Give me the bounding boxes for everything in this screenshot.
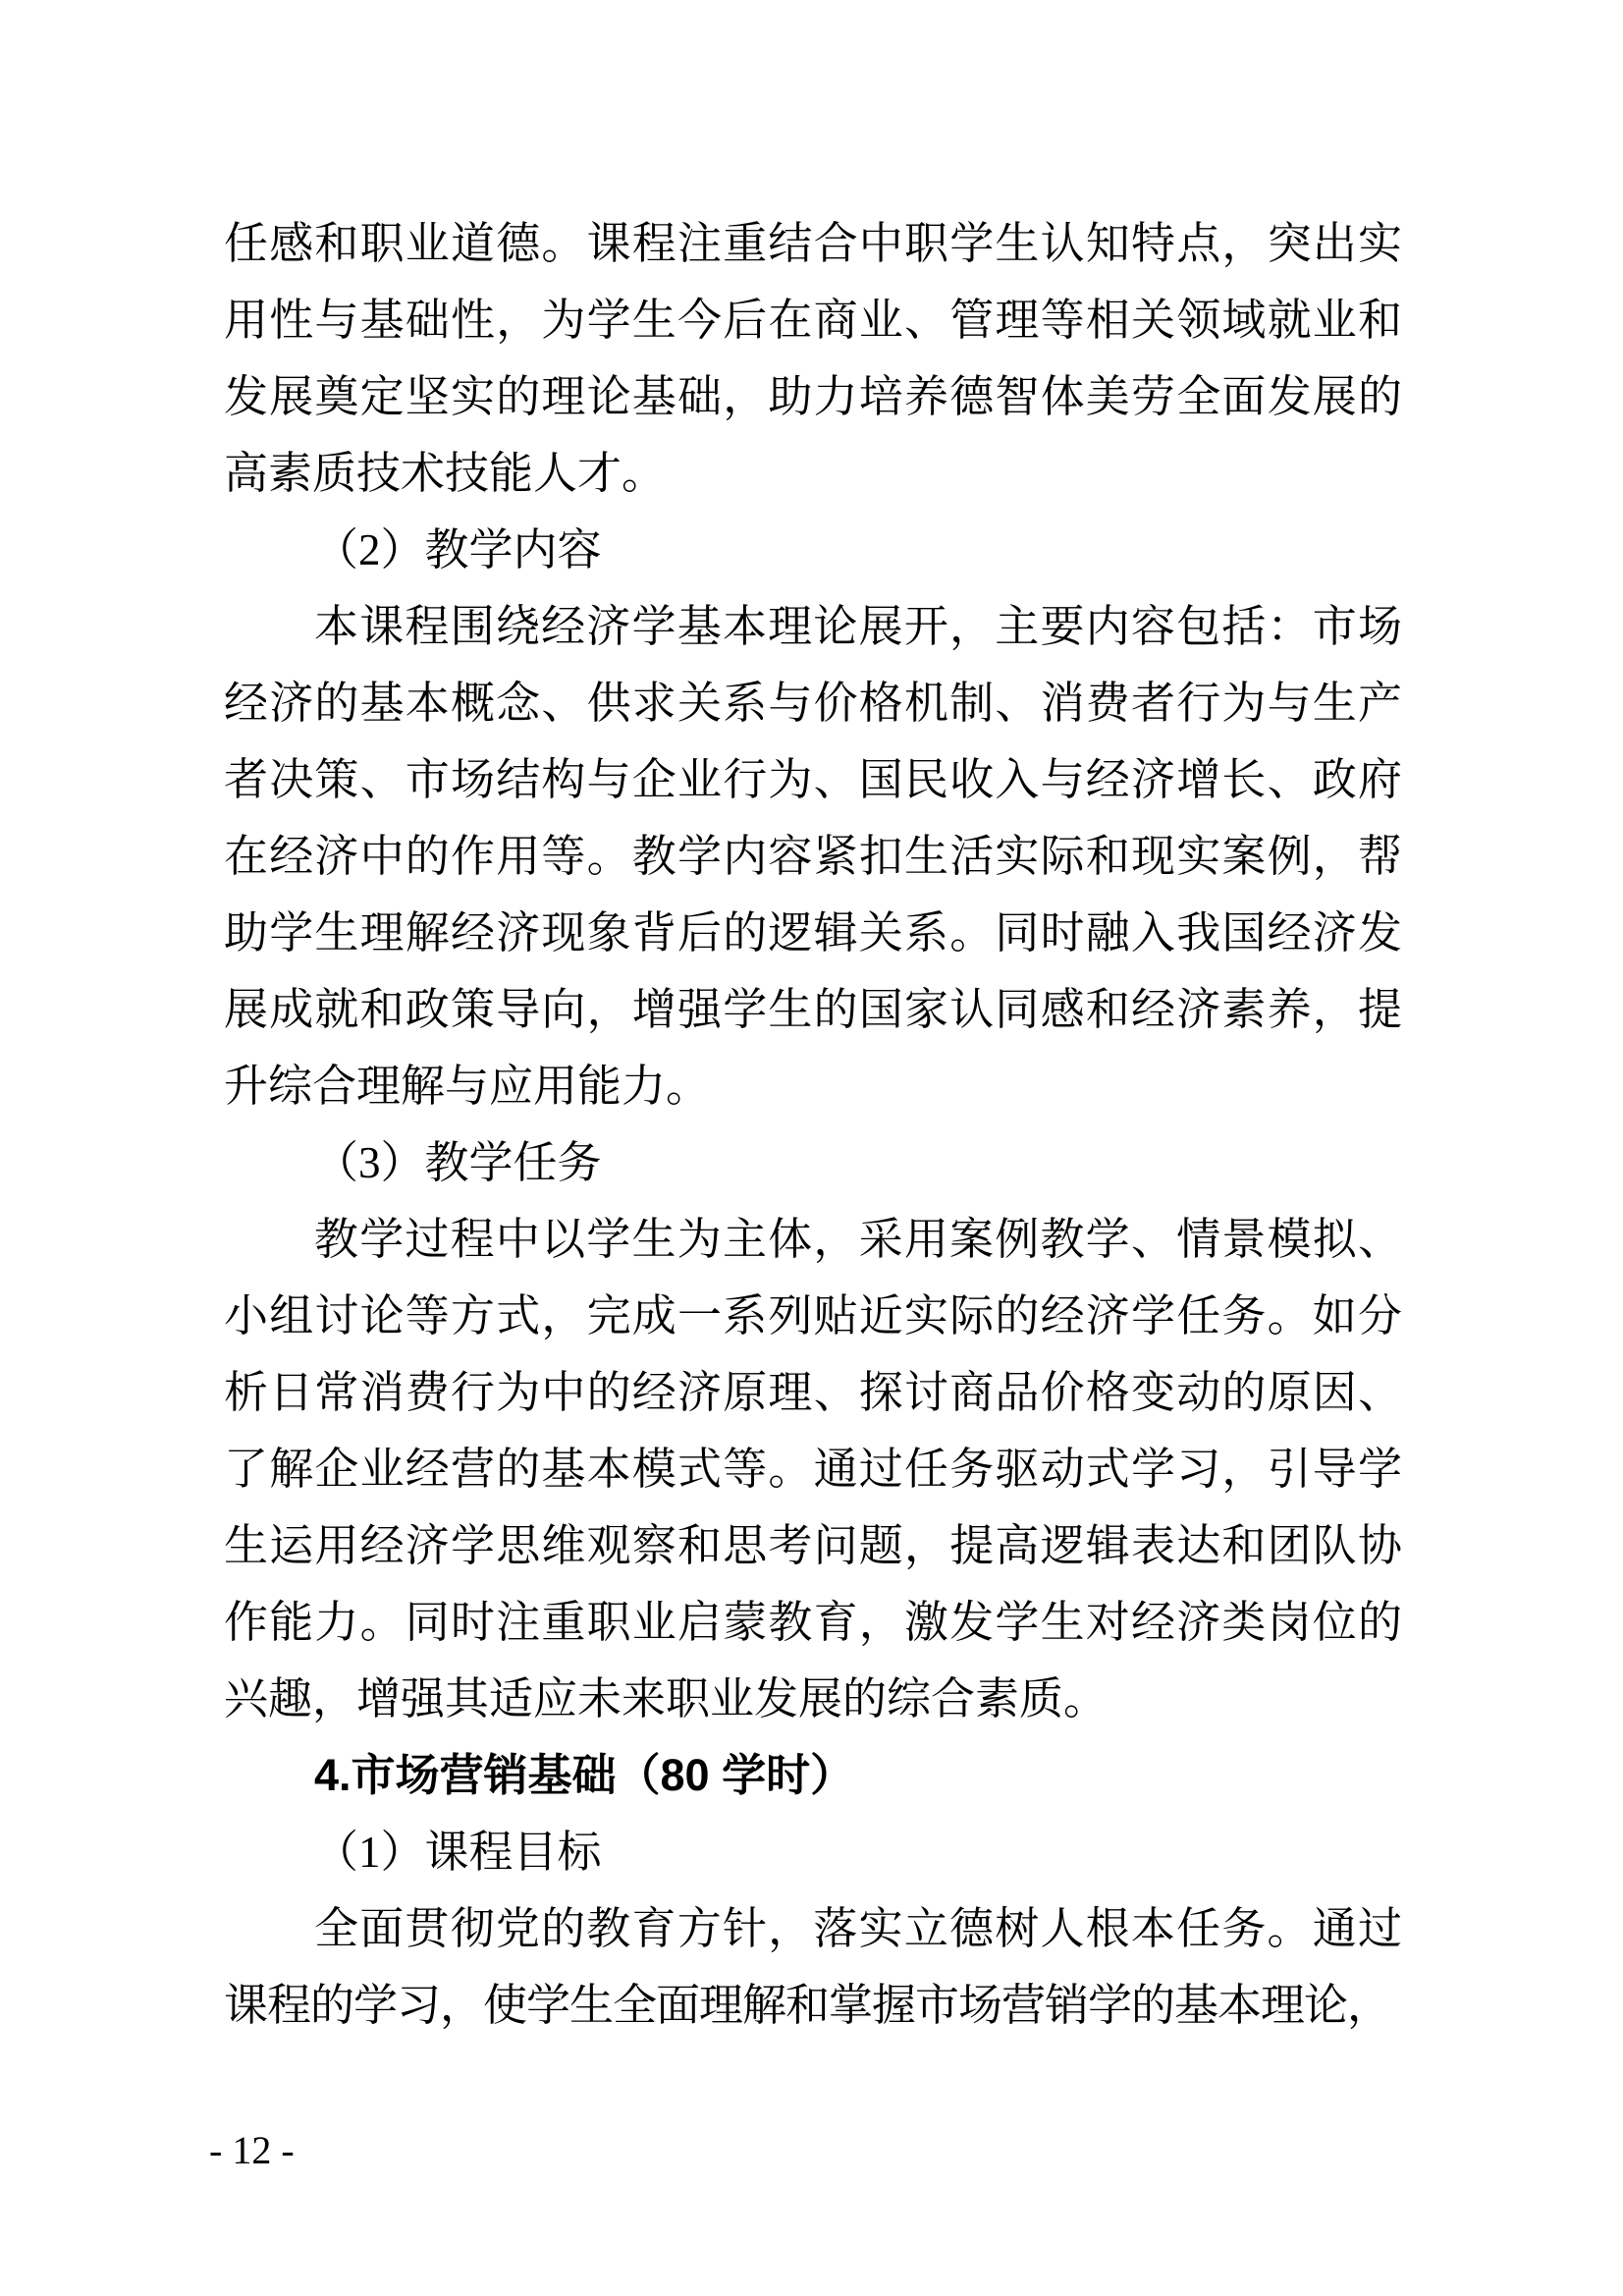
subheading-teaching-content: （2）教学内容: [314, 525, 602, 574]
subheading-course-objectives: （1）课程目标: [314, 1828, 602, 1877]
text-line: 生运用经济学思维观察和思考问题，提高逻辑表达和团队协: [224, 1521, 1402, 1570]
text-block: [224, 205, 1402, 2044]
text-line: 发展奠定坚实的理论基础，助力培养德智体美劳全面发展的: [224, 372, 1402, 421]
text-line: 任感和职业道德。课程注重结合中职学生认知特点，突出实: [224, 219, 1402, 268]
text-line: 全面贯彻党的教育方针，落实立德树人根本任务。通过: [314, 1904, 1402, 1953]
text-line: 课程的学习，使学生全面理解和掌握市场营销学的基本理论，: [224, 1981, 1391, 2030]
text-line: 析日常消费行为中的经济原理、探讨商品价格变动的原因、: [224, 1368, 1402, 1417]
text-line: 助学生理解经济现象背后的逻辑关系。同时融入我国经济发: [224, 908, 1402, 957]
text-line: 高素质技术技能人才。: [224, 449, 667, 498]
text-line: 作能力。同时注重职业启蒙教育，激发学生对经济类岗位的: [224, 1598, 1402, 1647]
text-line: 了解企业经营的基本模式等。通过任务驱动式学习，引导学: [224, 1445, 1402, 1494]
text-line: 本课程围绕经济学基本理论展开，主要内容包括：市场: [314, 602, 1402, 651]
page-number: - 12 -: [209, 2128, 295, 2172]
text-line: 者决策、市场结构与企业行为、国民收入与经济增长、政府: [224, 755, 1402, 804]
text-line: 小组讨论等方式，完成一系列贴近实际的经济学任务。如分: [224, 1291, 1402, 1340]
text-line: 经济的基本概念、供求关系与价格机制、消费者行为与生产: [224, 679, 1402, 728]
text-line: 升综合理解与应用能力。: [224, 1062, 711, 1111]
text-line: 教学过程中以学生为主体，采用案例教学、情景模拟、: [314, 1215, 1402, 1264]
text-line: 兴趣，增强其适应未来职业发展的综合素质。: [224, 1674, 1109, 1723]
subheading-teaching-tasks: （3）教学任务: [314, 1138, 602, 1187]
section-heading-marketing-basics: 4.市场营销基础（80 学时）: [314, 1750, 855, 1800]
text-line: 在经济中的作用等。教学内容紧扣生活实际和现实案例，帮: [224, 832, 1402, 881]
text-line: 用性与基础性，为学生今后在商业、管理等相关领域就业和: [224, 296, 1402, 345]
text-line: 展成就和政策导向，增强学生的国家认同感和经济素养，提: [224, 985, 1402, 1034]
